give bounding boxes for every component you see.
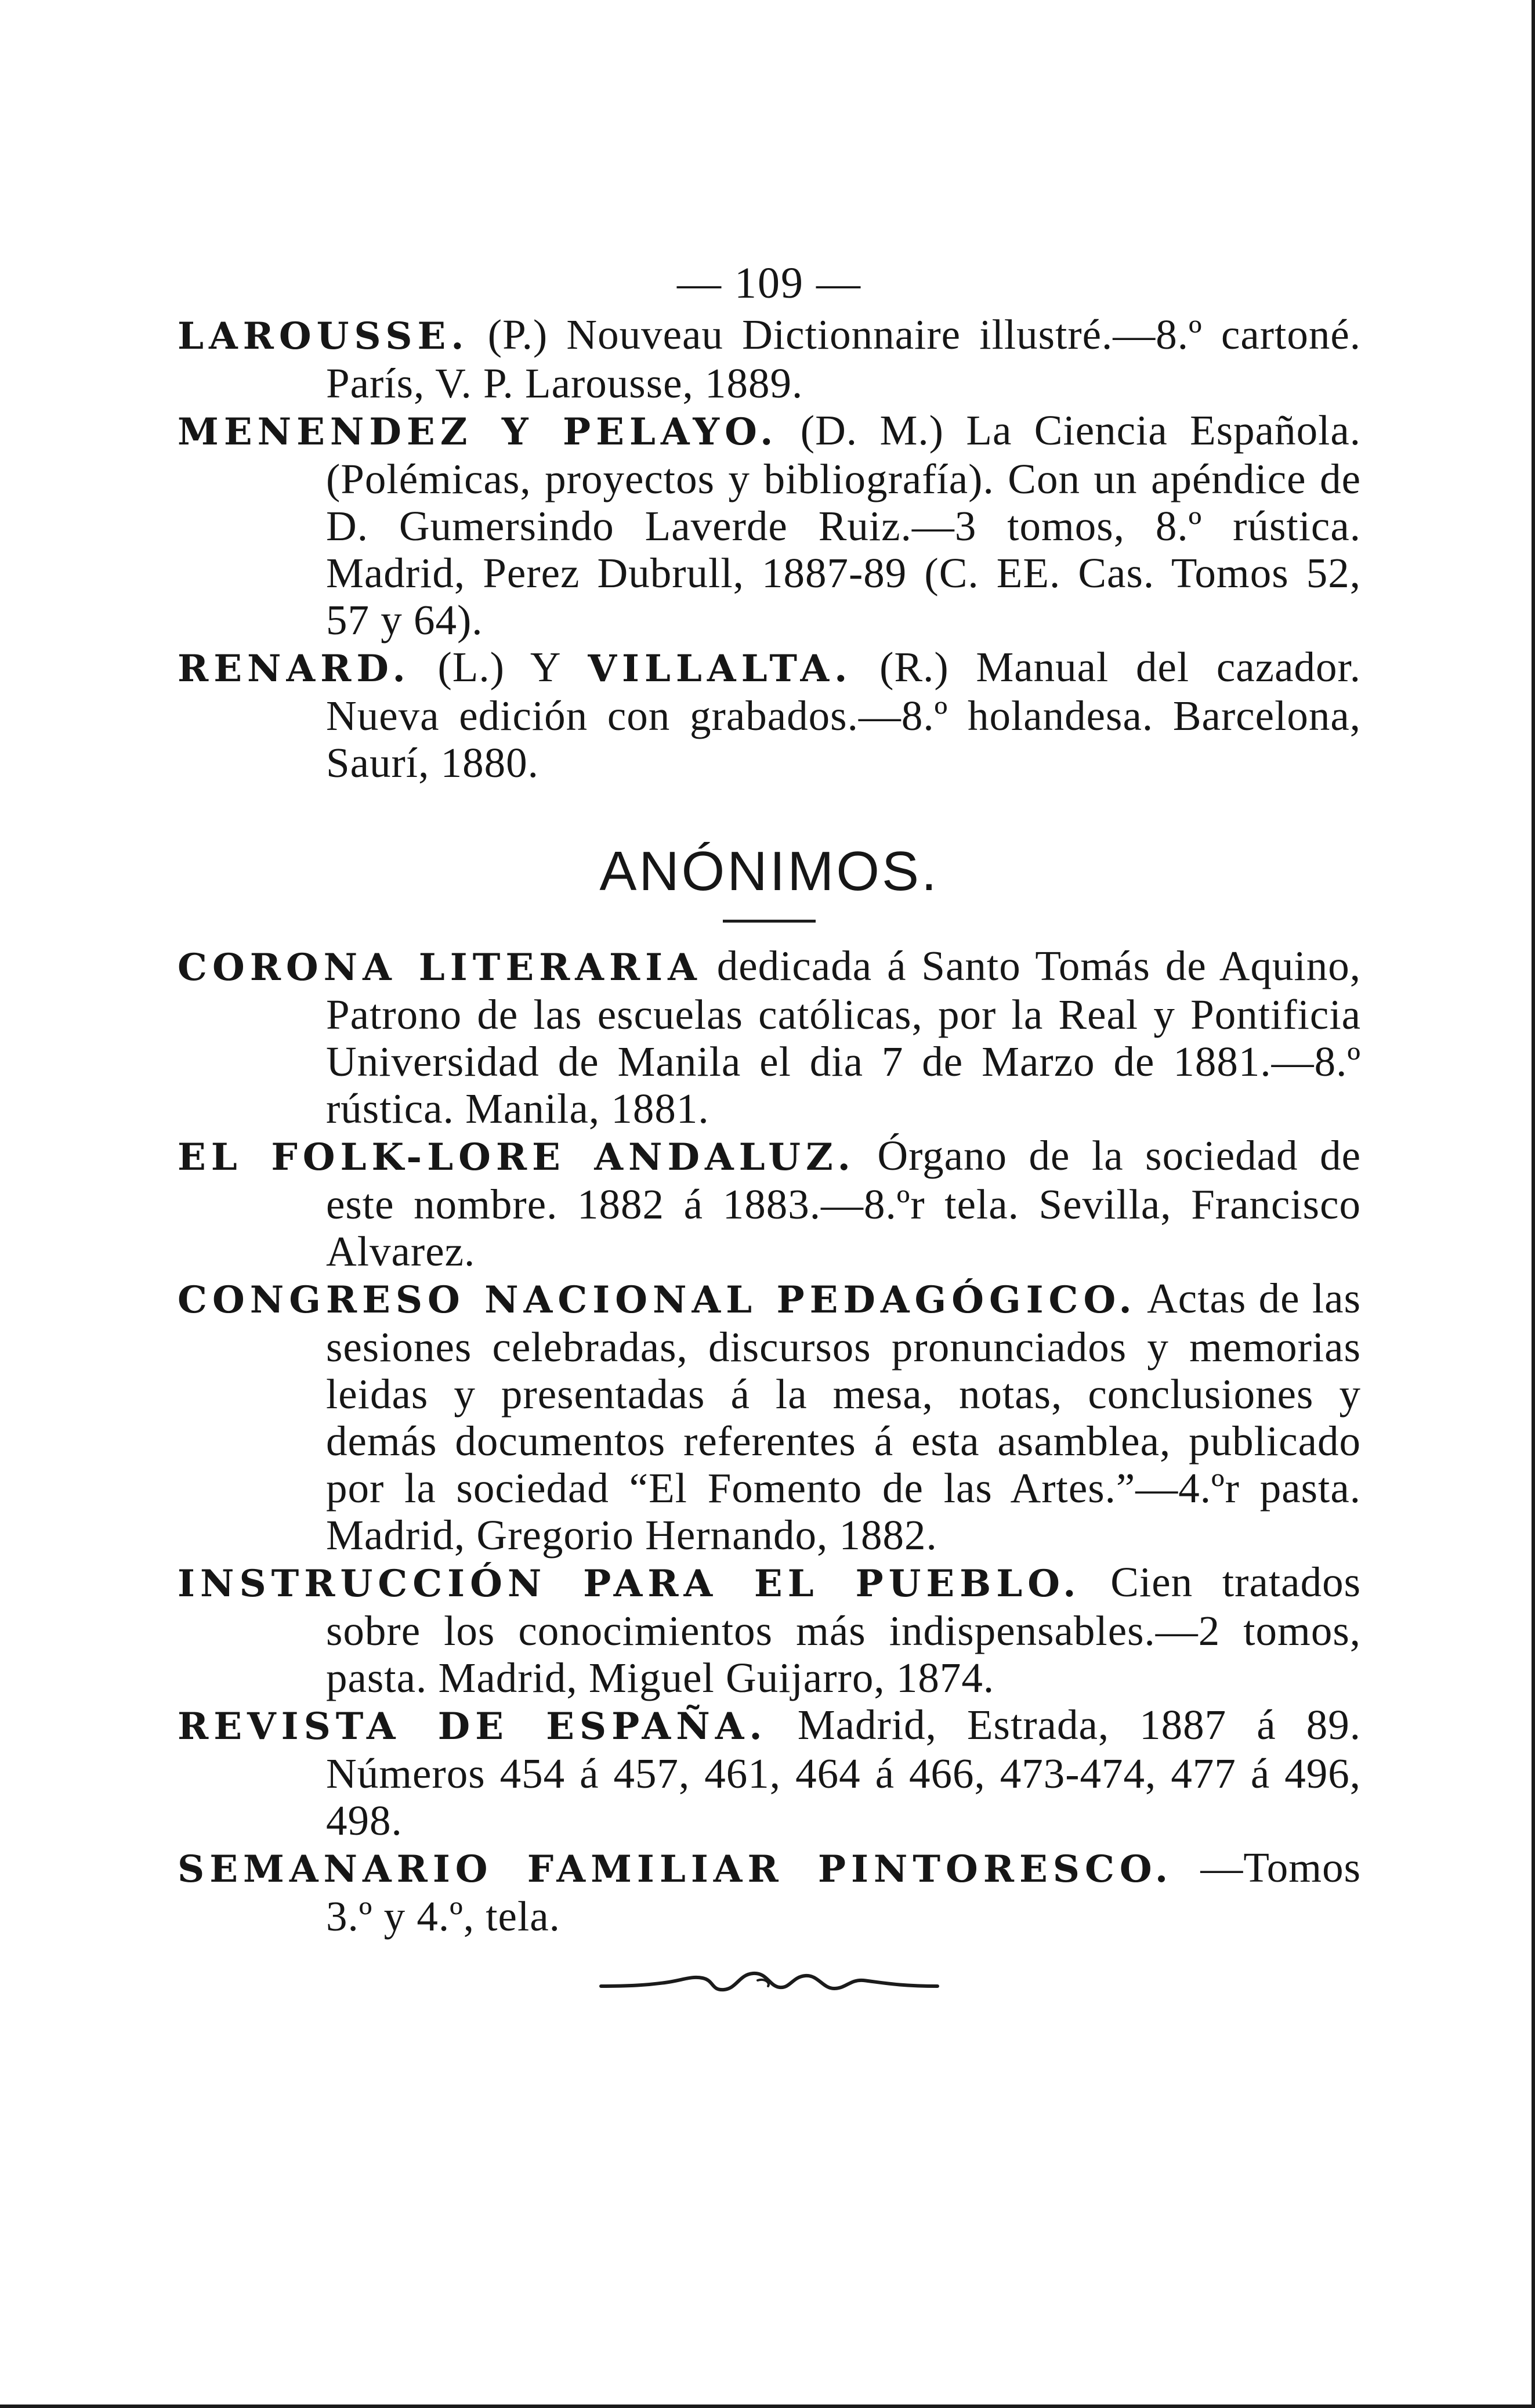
page-number: — 109 — <box>677 259 861 308</box>
bibliography-entry-larousse <box>178 311 1361 407</box>
bibliography-entry-renard <box>178 643 1361 786</box>
bibliography-entry-instruccion <box>178 1559 1361 1701</box>
entry-description: (R.) Manual del cazador. Nueva edición con grabados.—8.º holandesa. Barcelona, Saurí, 1880. <box>326 643 1361 786</box>
end-ornament-icon <box>595 1963 943 2004</box>
entry-coauthor: VILLALTA. <box>588 647 853 690</box>
entry-description: (D. M.) La Ciencia Española. (Polémicas, proyectos y bibliografía). Con un apéndice de D. Gumersindo Laverde Ruiz.—3 tomos, 8.º rústica. Madrid, Perez Dubrull, 1887-89 (C. EE. Cas. Tomos 52, 57 y 64). <box>326 407 1362 643</box>
entry-description: Cien tratados sobre los conocimientos más indispensables.—2 tomos, pasta. Madrid, Miguel Guijarro, 1874. <box>326 1559 1361 1701</box>
entry-title: CORONA LITERARIA <box>178 946 702 989</box>
entry-description: Actas de las sesiones celebradas, discursos pronunciados y memorias leidas y presentadas á la mesa, notas, conclusiones y demás documentos referentes á esta asamblea, publicado por la sociedad “El Fomento de las Artes.”—4.ºr pasta. Madrid, Gregorio Hernando, 1882. <box>326 1275 1361 1559</box>
section-title: ANÓNIMOS. <box>599 840 939 902</box>
bibliography-entry-semanario <box>178 1844 1361 1940</box>
entry-title: EL FOLK-LORE ANDALUZ. <box>178 1136 856 1179</box>
entry-author: LAROUSSE. <box>178 314 469 358</box>
entry-title: REVISTA DE ESPAÑA. <box>178 1705 768 1748</box>
bibliography-entry-revista <box>178 1701 1361 1844</box>
entry-author: RENARD. <box>178 647 411 690</box>
entry-connector: Y <box>530 643 562 690</box>
bibliography-entry-menendez <box>178 407 1361 643</box>
bibliography-entry-corona <box>178 942 1361 1132</box>
bibliography-entry-folklore <box>178 1132 1361 1275</box>
section-rule <box>723 920 816 923</box>
entry-description: (P.) Nouveau Dictionnaire illustré.—8.º cartoné. París, V. P. Larousse, 1889. <box>326 311 1361 407</box>
entry-author: MENENDEZ Y PELAYO. <box>178 410 779 454</box>
entry-description: —Tomos 3.º y 4.º, tela. <box>326 1844 1361 1940</box>
entry-description: Órgano de la sociedad de este nombre. 1882 á 1883.—8.ºr tela. Sevilla, Francisco Alvarez. <box>326 1132 1361 1275</box>
entry-author-initial: (L.) <box>410 643 530 690</box>
entry-title: INSTRUCCIÓN PARA EL PUEBLO. <box>178 1562 1081 1606</box>
bibliography-entry-congreso <box>178 1275 1361 1559</box>
entry-title: SEMANARIO FAMILIAR PINTORESCO. <box>178 1847 1174 1891</box>
entry-title: CONGRESO NACIONAL PEDAGÓGICO. <box>178 1278 1137 1322</box>
text-column <box>178 255 1361 2004</box>
entry-description: dedicada á Santo Tomás de Aquino, Patrono de las escuelas católicas, por la Real y Pontificia Universidad de Manila el dia 7 de Marzo de 1881.—8.º rústica. Manila, 1881. <box>326 942 1361 1132</box>
entry-description: Madrid, Estrada, 1887 á 89. Números 454 á 457, 461, 464 á 466, 473-474, 477 á 496, 498. <box>326 1701 1361 1844</box>
